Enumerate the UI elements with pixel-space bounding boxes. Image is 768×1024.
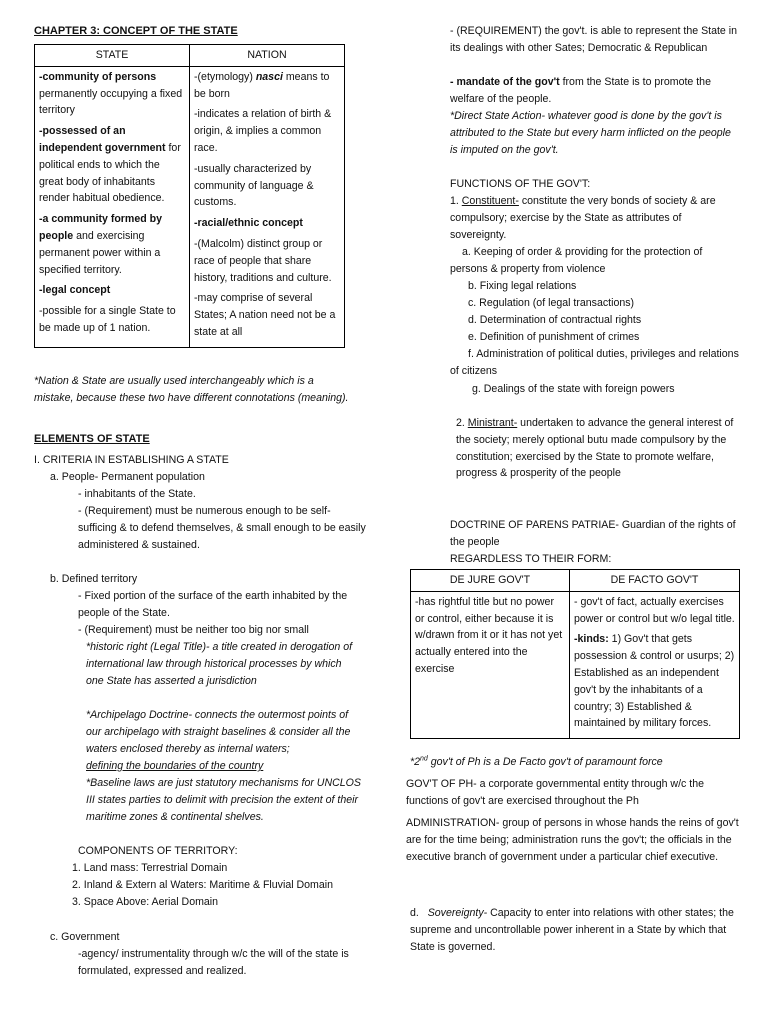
parens-patriae: DOCTRINE OF PARENS PATRIAE- Guardian of the rights of the people bbox=[450, 519, 736, 548]
chapter-title: CHAPTER 3: CONCEPT OF THE STATE bbox=[34, 25, 238, 37]
constituent-item: f. Administration of political duties, privileges and relations of citizens bbox=[450, 348, 739, 377]
administration-definition: ADMINISTRATION- group of persons in whose hands the reins of gov't are for the time being; administration runs the gov't; the officials in the executive branch of government under a particular chief executive. bbox=[406, 817, 739, 863]
table-header-nation: NATION bbox=[190, 45, 345, 67]
state-item: -a community formed by people and exercising permanent power within a specified territory. bbox=[39, 213, 163, 276]
territory-item: - Fixed portion of the surface of the earth inhabited by the people of the State. bbox=[78, 590, 348, 619]
constituent-item: a. Keeping of order & providing for the protection of persons & property from violence bbox=[450, 246, 703, 275]
government-label: c. Government bbox=[50, 931, 120, 943]
state-item: -possessed of an independent government for political ends to which the great body of inhabitants render habitual obedience. bbox=[39, 125, 181, 205]
territory-requirement: - (Requirement) must be neither too big nor small bbox=[78, 624, 309, 636]
archipelago-doctrine-note: *Archipelago Doctrine- connects the outermost points of our archipelago with straight baselines & consider all the waters enclosed thereby as internal waters; bbox=[86, 709, 351, 755]
second-govt-note: *2nd gov't of Ph is a De Facto gov't of paramount force bbox=[410, 755, 663, 768]
nation-item: -(etymology) nasci means to be born bbox=[194, 70, 330, 100]
govt-of-ph: GOV'T OF PH- a corporate governmental entity through w/c the functions of gov't are exercised throughout the Ph bbox=[406, 778, 704, 807]
component-item: 1. Land mass: Terrestrial Domain bbox=[72, 862, 228, 874]
nation-column bbox=[190, 66, 345, 347]
state-item: -possible for a single State to be made up of 1 nation. bbox=[39, 305, 176, 334]
nation-item: -indicates a relation of birth & origin, & implies a common race. bbox=[194, 108, 332, 154]
regardless-heading: REGARDLESS TO THEIR FORM: bbox=[450, 553, 612, 565]
constituent-item: d. Determination of contractual rights bbox=[468, 314, 642, 326]
baseline-laws-note: *Baseline laws are just statutory mechanisms for UNCLOS III states parties to delimit with precision the extent of their maritime zones & continental shelves. bbox=[86, 777, 361, 823]
table-header-dejure: DE JURE GOV'T bbox=[411, 570, 570, 592]
constituent-item: g. Dealings of the state with foreign powers bbox=[472, 383, 675, 395]
direct-state-action-note: *Direct State Action- whatever good is done by the gov't is attributed to the State but every harm inflicted on the people is imputed on the gov't. bbox=[450, 110, 731, 156]
government-item: -agency/ instrumentality through w/c the will of the state is formulated, expressed and realized. bbox=[78, 948, 349, 977]
constituent-item: b. Fixing legal relations bbox=[468, 280, 577, 292]
state-item: -legal concept bbox=[39, 284, 111, 297]
constituent-item: c. Regulation (of legal transactions) bbox=[468, 297, 635, 309]
people-item: - inhabitants of the State. bbox=[78, 488, 196, 500]
constituent-item: e. Definition of punishment of crimes bbox=[468, 331, 640, 343]
archipelago-boundaries: defining the boundaries of the country bbox=[86, 760, 264, 772]
nation-item: -usually characterized by community of language & customs. bbox=[194, 162, 314, 209]
components-title: COMPONENTS OF TERRITORY: bbox=[78, 845, 238, 857]
people-requirement: - (Requirement) must be numerous enough to be self-sufficing & to defend themselves, & small enough to be easily administered & sustained. bbox=[78, 505, 366, 551]
state-column bbox=[35, 66, 190, 347]
nation-item: -may comprise of several States; A nation need not be a state at all bbox=[194, 292, 336, 338]
criteria-title: I. CRITERIA IN ESTABLISHING A STATE bbox=[34, 454, 229, 466]
constituent-function: 1. Constituent- constitute the very bonds of society & are compulsory; exercise by the State as attributes of sovereignty. bbox=[450, 195, 716, 241]
dejure-cell: -has rightful title but no power or control, either because it is w/drawn from it or it has not yet actually entered into the exercise bbox=[411, 591, 570, 738]
functions-title: FUNCTIONS OF THE GOV'T: bbox=[450, 178, 591, 190]
state-item: -community of persons permanently occupying a fixed territory bbox=[39, 70, 183, 117]
govt-requirement: - (REQUIREMENT) the gov't. is able to represent the State in its dealings with other Sates; Democratic & Republican bbox=[450, 25, 737, 54]
component-item: 2. Inland & Extern al Waters: Maritime & Fluvial Domain bbox=[72, 879, 334, 891]
historic-right-note: *historic right (Legal Title)- a title created in derogation of international law through historical processes by which one State has asserted a jurisdiction bbox=[86, 641, 353, 687]
dejure-defacto-table bbox=[410, 569, 740, 739]
people-label: a. People- Permanent population bbox=[50, 471, 205, 483]
ministrant-function: 2. Ministrant- undertaken to advance the general interest of the society; merely optional butu made compulsory by the constitution; exercised by the State to promote welfare, progress & prosperity of the people bbox=[456, 417, 734, 480]
territory-label: b. Defined territory bbox=[50, 573, 138, 585]
table-header-defacto: DE FACTO GOV'T bbox=[570, 570, 740, 592]
nation-state-note: *Nation & State are usually used interchangeably which is a mistake, because these two have different connotations (meaning). bbox=[34, 375, 349, 404]
nation-item: -(Malcolm) distinct group or race of people that share history, traditions and culture. bbox=[194, 237, 332, 284]
defacto-cell: - gov't of fact, actually exercises power or control but w/o legal title. -kinds: 1) Gov't that gets possession & control or usurps; 2) Established as an independent gov't by the inhabitants of a country; 3) Established & maintained by military forces. bbox=[570, 591, 740, 738]
govt-mandate: - mandate of the gov't from the State is to promote the welfare of the people. bbox=[450, 76, 711, 105]
state-nation-table bbox=[34, 44, 345, 348]
component-item: 3. Space Above: Aerial Domain bbox=[72, 896, 219, 908]
nation-item: -racial/ethnic concept bbox=[194, 217, 303, 230]
sovereignty-definition: d. Sovereignty- Capacity to enter into relations with other states; the supreme and uncontrollable power inherent in a State by which that State is governed. bbox=[410, 907, 734, 953]
elements-title: ELEMENTS OF STATE bbox=[34, 433, 150, 445]
table-header-state: STATE bbox=[35, 45, 190, 67]
